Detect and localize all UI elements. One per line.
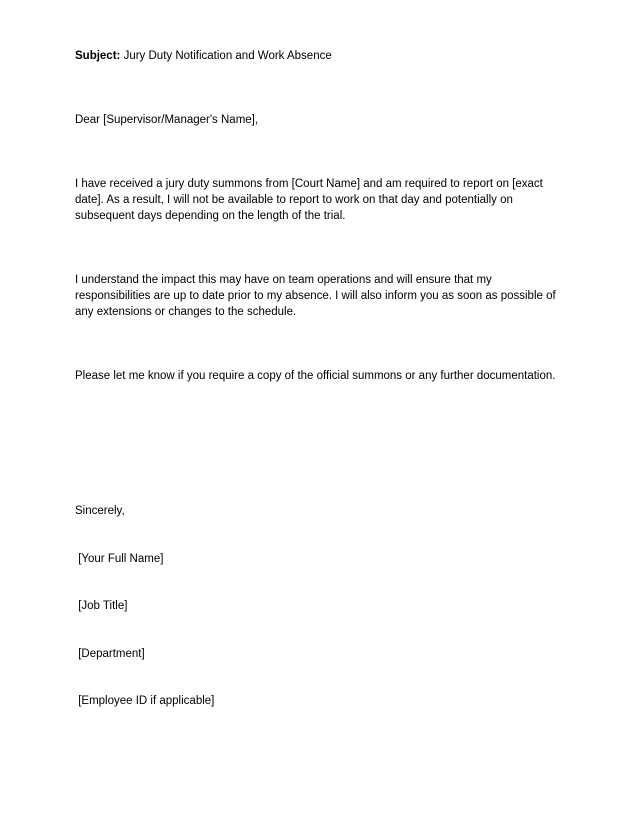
subject-label: Subject: [75,50,121,62]
signature-block [75,472,563,742]
paragraph-documentation: Please let me know if you require a copy of the official summons or any further documentation. [75,370,556,382]
signature-line-employee-id: [Employee ID if applicable] [75,695,215,707]
letter-content [75,0,563,790]
salutation: Dear [Supervisor/Manager's Name], [75,114,259,126]
closing-line: Sincerely, [75,505,125,517]
subject-line [75,48,563,64]
signature-line-full-name: [Your Full Name] [75,552,164,565]
subject-text: Jury Duty Notification and Work Absence [120,50,332,62]
signature-line-department: [Department] [75,647,145,660]
paragraph-impact: I understand the impact this may have on team operations and will ensure that my responsibilities are up to date prior to my absence. I will also inform you as soon as possible of any extensions or changes to the schedule. [75,274,559,318]
paragraph-jury-summons: I have received a jury duty summons from [Court Name] and am required to report on [exact date]. As a result, I will not be available to report to work on that day and potentially on subsequent days depending on the length of the trial. [75,178,547,222]
signature-line-job-title: [Job Title] [75,600,128,612]
